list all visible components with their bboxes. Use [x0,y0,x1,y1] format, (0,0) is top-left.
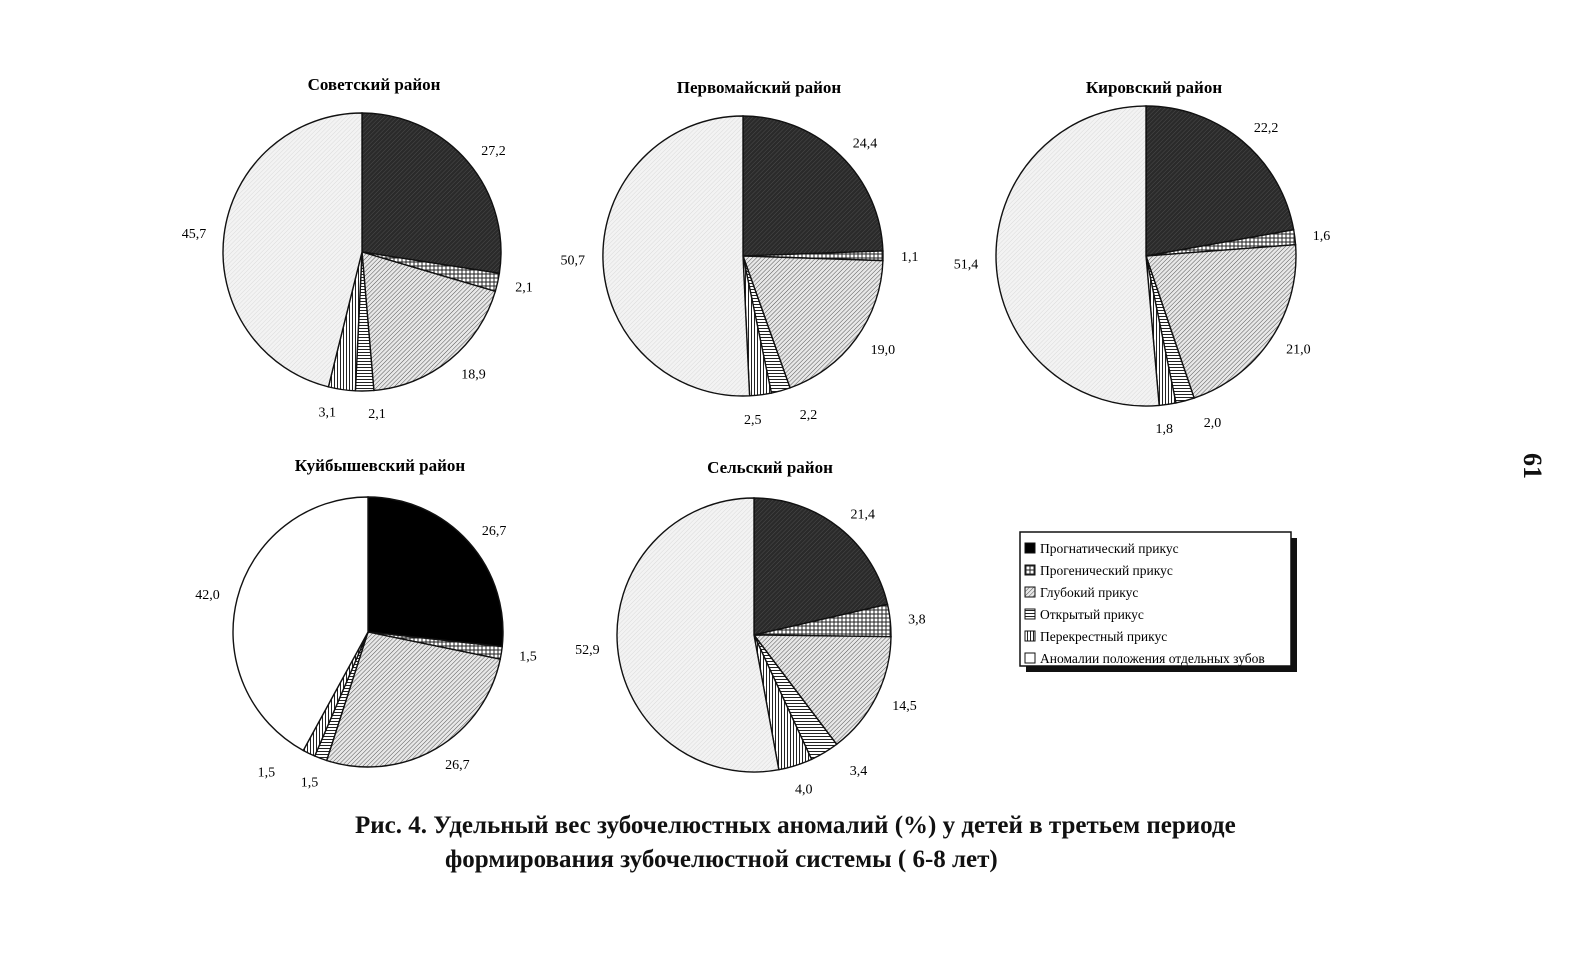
pies-layer [182,75,1331,798]
pie-slice [996,106,1159,406]
legend-label: Глубокий прикус [1040,585,1139,600]
legend-swatch [1025,653,1035,663]
pie-value-label: 2,0 [1203,416,1222,432]
pie-value-label: 14,5 [892,698,917,714]
pie-value-label: 2,2 [799,408,818,424]
pie-value-label: 4,0 [795,782,813,798]
pie-value-label: 3,4 [849,763,868,779]
pie-value-label: 42,0 [195,588,220,604]
pie-value-label: 27,2 [481,143,506,159]
figure-caption-line-2: формирования зубочелюстной системы ( 6-8 лет) [445,846,998,873]
pie-value-label: 1,5 [300,775,319,791]
figure-caption-line-1: Рис. 4. Удельный вес зубочелюстных аномалий (%) у детей в третьем периоде [355,812,1236,839]
legend-swatch [1025,565,1035,575]
legend-label: Прогнатический прикус [1040,541,1179,556]
pie-slice [603,116,750,396]
pie-title: Куйбышевский район [294,456,466,475]
pie-value-label: 1,5 [519,649,537,665]
pie-value-label: 21,4 [850,507,875,523]
pie-slice [362,113,501,273]
pie-title: Сельский район [707,458,833,477]
pie-value-label: 1,1 [901,249,919,265]
pie-chart [954,78,1330,437]
legend-swatch [1025,631,1035,641]
pie-chart [182,75,533,422]
pie-value-label: 26,7 [445,758,470,774]
legend-swatch [1025,543,1035,553]
page-number: 61 [1518,453,1547,479]
pie-title: Кировский район [1085,78,1223,97]
legend-label: Открытый прикус [1040,607,1144,622]
pie-chart [561,78,919,428]
pie-value-label: 24,4 [852,136,878,152]
legend-label: Аномалии положения отдельных зубов [1040,651,1265,666]
legend-label: Прогенический прикус [1040,563,1173,578]
legend-swatch [1025,587,1035,597]
pie-value-label: 2,1 [515,280,533,296]
pie-value-label: 2,5 [744,412,762,428]
pie-value-label: 3,8 [908,612,926,628]
pie-value-label: 19,0 [870,343,896,359]
pie-slice [617,498,779,772]
pie-value-label: 52,9 [575,643,600,659]
pie-value-label: 50,7 [560,253,585,269]
pie-value-label: 51,4 [953,257,979,273]
pie-value-label: 1,8 [1155,422,1173,438]
pie-title: Первомайский район [676,78,842,97]
pie-value-label: 1,6 [1312,228,1331,244]
legend-label: Перекрестный прикус [1040,629,1168,644]
pie-value-label: 26,7 [481,523,507,539]
pie-slice [368,497,503,647]
pie-chart [575,458,926,798]
legend-swatch [1025,609,1035,619]
pie-value-label: 45,7 [181,226,207,242]
legend [1020,532,1297,672]
pie-value-label: 18,9 [461,367,486,383]
pie-value-label: 2,1 [368,407,386,422]
pie-value-label: 1,5 [257,765,276,781]
pie-title: Советский район [307,75,441,94]
pie-chart [195,456,536,790]
pie-value-label: 21,0 [1286,342,1311,358]
pie-value-label: 3,1 [318,405,336,421]
pie-value-label: 22,2 [1253,121,1279,137]
